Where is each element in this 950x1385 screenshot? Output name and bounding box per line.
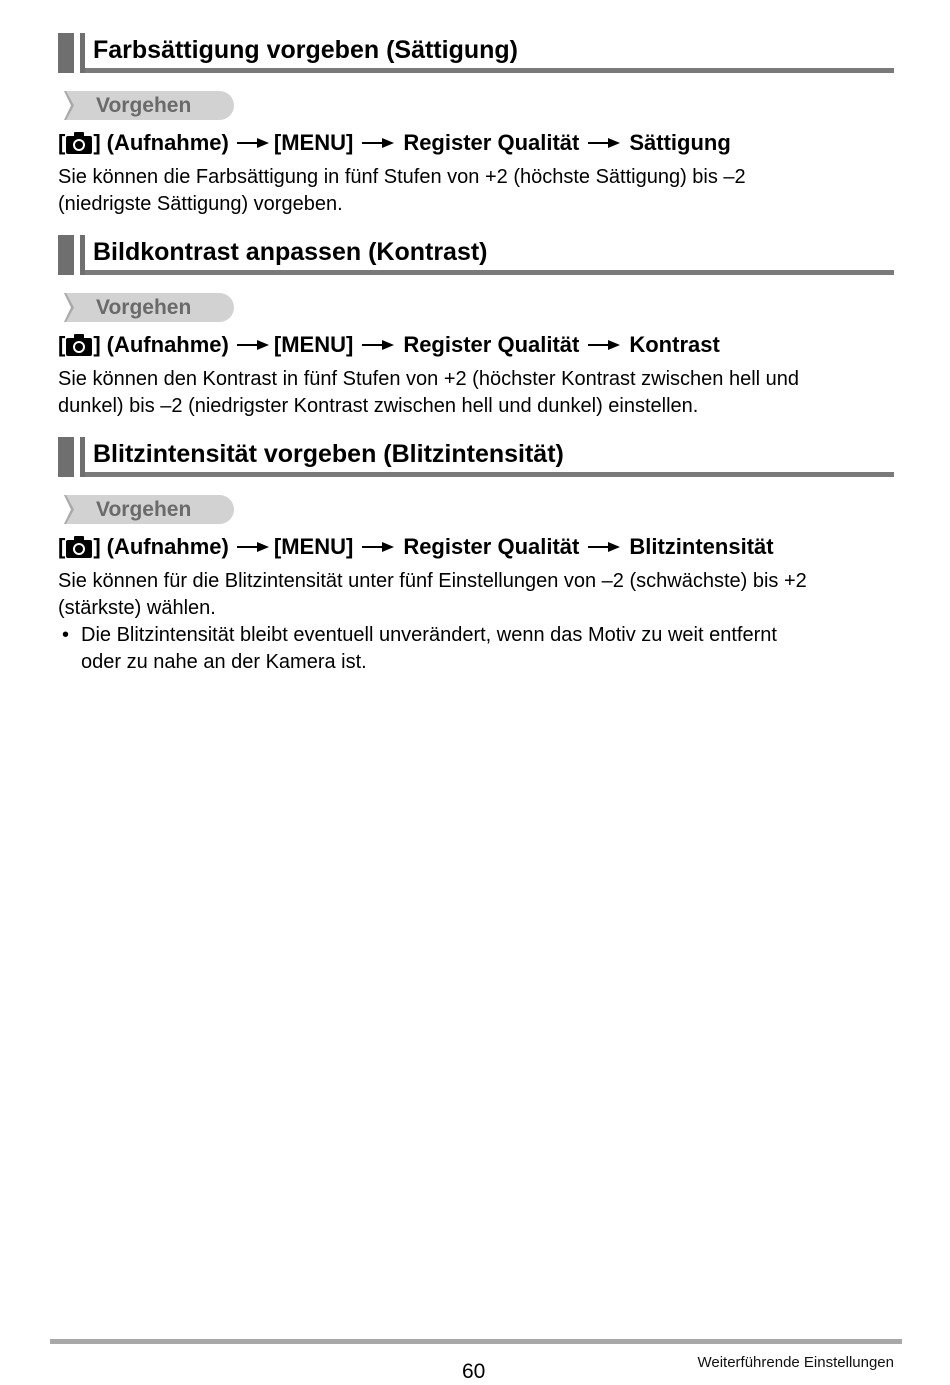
menu-label: [MENU] xyxy=(273,534,354,559)
mode-label: (Aufnahme) xyxy=(106,130,229,155)
procedure-label xyxy=(58,495,234,524)
right-arrow-icon xyxy=(362,339,394,351)
bracket-open: [ xyxy=(58,534,66,559)
header-bar xyxy=(58,235,74,275)
register-label: Register Qualität xyxy=(403,130,580,155)
chevron-right-icon xyxy=(58,91,84,120)
header-bar-thin xyxy=(80,33,85,73)
body-line: Sie können für die Blitzintensität unter fünf Einstellungen von –2 (schwächste) bis +2 xyxy=(58,570,807,592)
right-arrow-icon xyxy=(588,137,620,149)
body-line: Sie können den Kontrast in fünf Stufen von +2 (höchster Kontrast zwischen hell und xyxy=(58,368,800,390)
header-bar-thin xyxy=(80,235,85,275)
menu-label: [MENU] xyxy=(273,332,354,357)
menu-path xyxy=(58,330,894,360)
target-label: Sättigung xyxy=(629,130,731,155)
footer-divider xyxy=(50,1339,902,1344)
chapter-label: Weiterführende Einstellungen xyxy=(697,1354,894,1371)
right-arrow-icon xyxy=(237,339,269,351)
note-line: Die Blitzintensität bleibt eventuell unverändert, wenn das Motiv zu weit entfernt xyxy=(81,624,777,646)
section-saturation xyxy=(58,33,894,218)
procedure-label-text: Vorgehen xyxy=(96,94,192,117)
bracket-close: ] xyxy=(93,130,101,155)
header-underline xyxy=(85,270,894,275)
section-title: Farbsättigung vorgeben (Sättigung) xyxy=(93,36,518,64)
right-arrow-icon xyxy=(588,339,620,351)
section-body xyxy=(58,568,894,676)
page-number: 60 xyxy=(462,1360,486,1383)
section-header xyxy=(58,437,894,477)
section-body xyxy=(58,366,894,420)
menu-label: [MENU] xyxy=(273,130,354,155)
bracket-close: ] xyxy=(93,332,101,357)
procedure-label-text: Vorgehen xyxy=(96,296,192,319)
section-title: Bildkontrast anpassen (Kontrast) xyxy=(93,238,488,266)
note-line: oder zu nahe an der Kamera ist. xyxy=(81,651,367,673)
procedure-label xyxy=(58,91,234,120)
mode-label: (Aufnahme) xyxy=(106,332,229,357)
body-line: dunkel) bis –2 (niedrigster Kontrast zwischen hell und dunkel) einstellen. xyxy=(58,395,699,417)
mode-label: (Aufnahme) xyxy=(106,534,229,559)
header-bar xyxy=(58,437,74,477)
section-header xyxy=(58,33,894,73)
body-line: Sie können die Farbsättigung in fünf Stufen von +2 (höchste Sättigung) bis –2 xyxy=(58,166,746,188)
menu-path xyxy=(58,128,894,158)
section-title: Blitzintensität vorgeben (Blitzintensität) xyxy=(93,440,564,468)
body-line: (stärkste) wählen. xyxy=(58,597,216,619)
target-label: Blitzintensität xyxy=(629,534,774,559)
note-bullet xyxy=(58,622,894,676)
chevron-right-icon xyxy=(58,293,84,322)
right-arrow-icon xyxy=(237,137,269,149)
procedure-label xyxy=(58,293,234,322)
section-header xyxy=(58,235,894,275)
bullet-marker: • xyxy=(62,624,70,646)
bracket-open: [ xyxy=(58,130,66,155)
header-bar xyxy=(58,33,74,73)
header-bar-thin xyxy=(80,437,85,477)
camera-icon xyxy=(66,536,92,558)
right-arrow-icon xyxy=(362,137,394,149)
body-line: (niedrigste Sättigung) vorgeben. xyxy=(58,193,343,215)
bracket-close: ] xyxy=(93,534,101,559)
right-arrow-icon xyxy=(237,541,269,553)
camera-icon xyxy=(66,132,92,154)
target-label: Kontrast xyxy=(629,332,720,357)
header-underline xyxy=(85,472,894,477)
bracket-open: [ xyxy=(58,332,66,357)
section-contrast xyxy=(58,235,894,420)
right-arrow-icon xyxy=(362,541,394,553)
section-flash-intensity xyxy=(58,437,894,676)
register-label: Register Qualität xyxy=(403,332,580,357)
camera-icon xyxy=(66,334,92,356)
menu-path xyxy=(58,532,894,562)
chevron-right-icon xyxy=(58,495,84,524)
register-label: Register Qualität xyxy=(403,534,580,559)
procedure-label-text: Vorgehen xyxy=(96,498,192,521)
right-arrow-icon xyxy=(588,541,620,553)
header-underline xyxy=(85,68,894,73)
section-body xyxy=(58,164,894,218)
